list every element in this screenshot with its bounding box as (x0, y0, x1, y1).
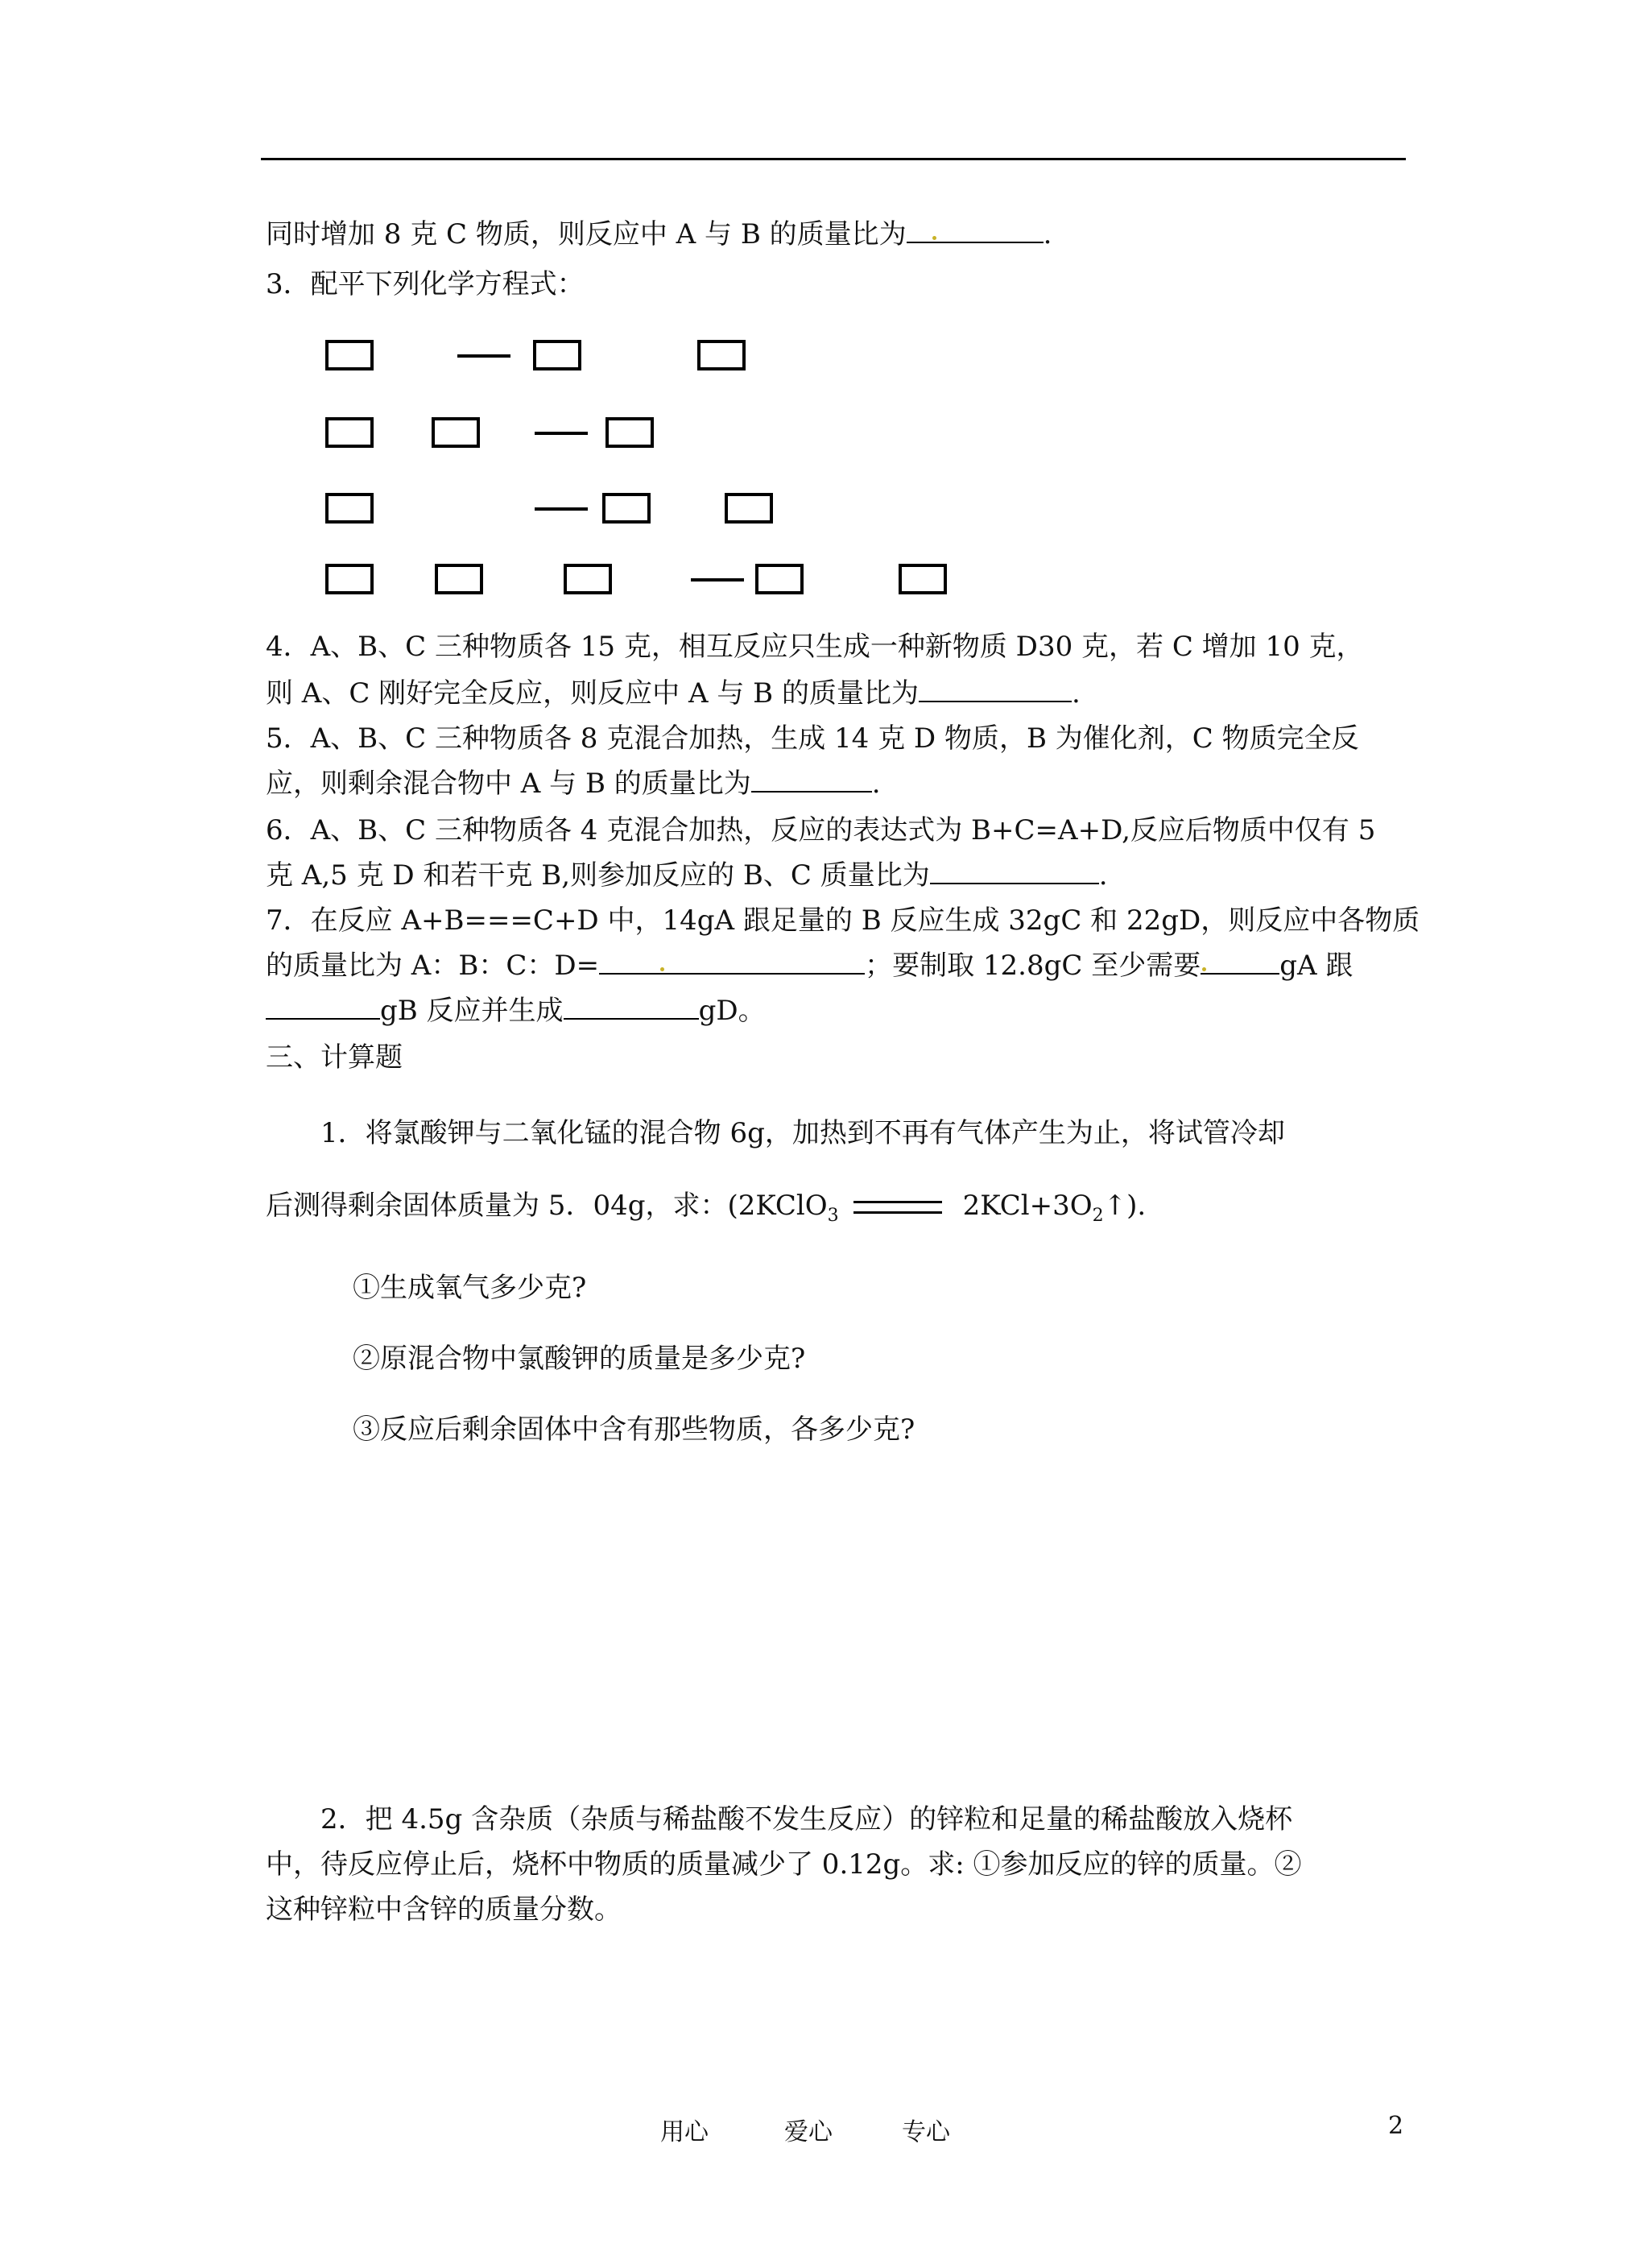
calc-1-question-3: ③反应后剩余固体中含有那些物质，各多少克? (353, 1413, 915, 1446)
calc-1-line-2: 后测得剩余固体质量为 5．04g，求：(2KClO$_3$ $2KCl+3O_2↑$). (266, 1190, 1147, 1226)
coefficient-box (533, 340, 581, 370)
coefficient-box (564, 564, 612, 594)
question-6-line-2: 克 A,5 克 D 和若干克 B,则参加反应的 B、C 质量比为 . (266, 859, 1108, 892)
answer-blank (907, 217, 1044, 243)
coefficient-box (605, 417, 654, 448)
question-6-line-1: 6．A、B、C 三种物质各 4 克混合加热，反应的表达式为 B+C=A+D,反应后物质中仅有 5 (266, 814, 1376, 846)
section-3-heading: 三、计算题 (266, 1041, 403, 1074)
question-2-continuation: 同时增加 8 克 C 物质，则反应中 A 与 B 的质量比为 . (266, 218, 1052, 250)
coefficient-box (697, 340, 746, 370)
equation-dash (691, 578, 744, 581)
coefficient-box (602, 493, 651, 524)
question-3-heading: 3．配平下列化学方程式： (266, 268, 585, 300)
coefficient-box (325, 493, 374, 524)
footer-word-1: 用心 (660, 2118, 709, 2146)
answer-blank (919, 677, 1072, 702)
coefficient-box (325, 340, 374, 370)
footer-word-2: 爱心 (784, 2118, 833, 2146)
coefficient-box (325, 564, 374, 594)
header-rule (261, 158, 1406, 160)
calc-2-line-3: 这种锌粒中含锌的质量分数。 (266, 1893, 622, 1926)
equation-dash (535, 432, 588, 435)
equation-dash (457, 354, 510, 358)
coefficient-box (899, 564, 947, 594)
calc-2-line-2: 中，待反应停止后，烧杯中物质的质量减少了 0.12g。求: ①参加反应的锌的质量。② (266, 1848, 1302, 1881)
answer-blank (930, 859, 1099, 884)
calc-2-line-1: 2．把 4.5g 含杂质（杂质与稀盐酸不发生反应）的锌粒和足量的稀盐酸放入烧杯 (320, 1803, 1293, 1836)
calc-1-question-1: ①生成氧气多少克? (353, 1272, 587, 1304)
answer-blank (564, 994, 699, 1020)
question-4-line-1: 4．A、B、C 三种物质各 15 克，相互反应只生成一种新物质 D30 克，若 C 增加 10 克， (266, 631, 1364, 663)
page-number: 2 (1388, 2112, 1404, 2140)
footer-word-3: 专心 (902, 2118, 950, 2146)
question-5-line-1: 5．A、B、C 三种物质各 8 克混合加热，生成 14 克 D 物质，B 为催化剂，C 物质完全反 (266, 722, 1359, 755)
question-7-line-3: gB 反应并生成 gD。 (266, 992, 766, 1029)
coefficient-box (755, 564, 804, 594)
reaction-equals-sign (853, 1201, 942, 1214)
question-7-line-1: 7．在反应 A+B===C+D 中，14gA 跟足量的 B 反应生成 32gC 和 22gD，则反应中各物质 (266, 904, 1420, 937)
answer-blank (1201, 949, 1279, 975)
answer-blank (266, 994, 380, 1020)
answer-blank (599, 949, 865, 975)
calc-1-question-2: ②原混合物中氯酸钾的质量是多少克? (353, 1343, 806, 1375)
question-4-line-2: 则 A、C 刚好完全反应，则反应中 A 与 B 的质量比为 . (266, 677, 1081, 710)
equation-dash (535, 507, 588, 511)
coefficient-box (432, 417, 480, 448)
coefficient-box (725, 493, 773, 524)
question-5-line-2: 应，则剩余混合物中 A 与 B 的质量比为 . (266, 768, 881, 800)
coefficient-box (325, 417, 374, 448)
coefficient-box (435, 564, 483, 594)
question-7-line-2: 的质量比为 A：B：C：D= ；要制取 12.8gC 至少需要 gA 跟 (266, 950, 1354, 982)
calc-1-line-1: 1．将氯酸钾与二氧化锰的混合物 6g，加热到不再有气体产生为止，将试管冷却 (320, 1117, 1285, 1149)
answer-blank (751, 767, 872, 793)
